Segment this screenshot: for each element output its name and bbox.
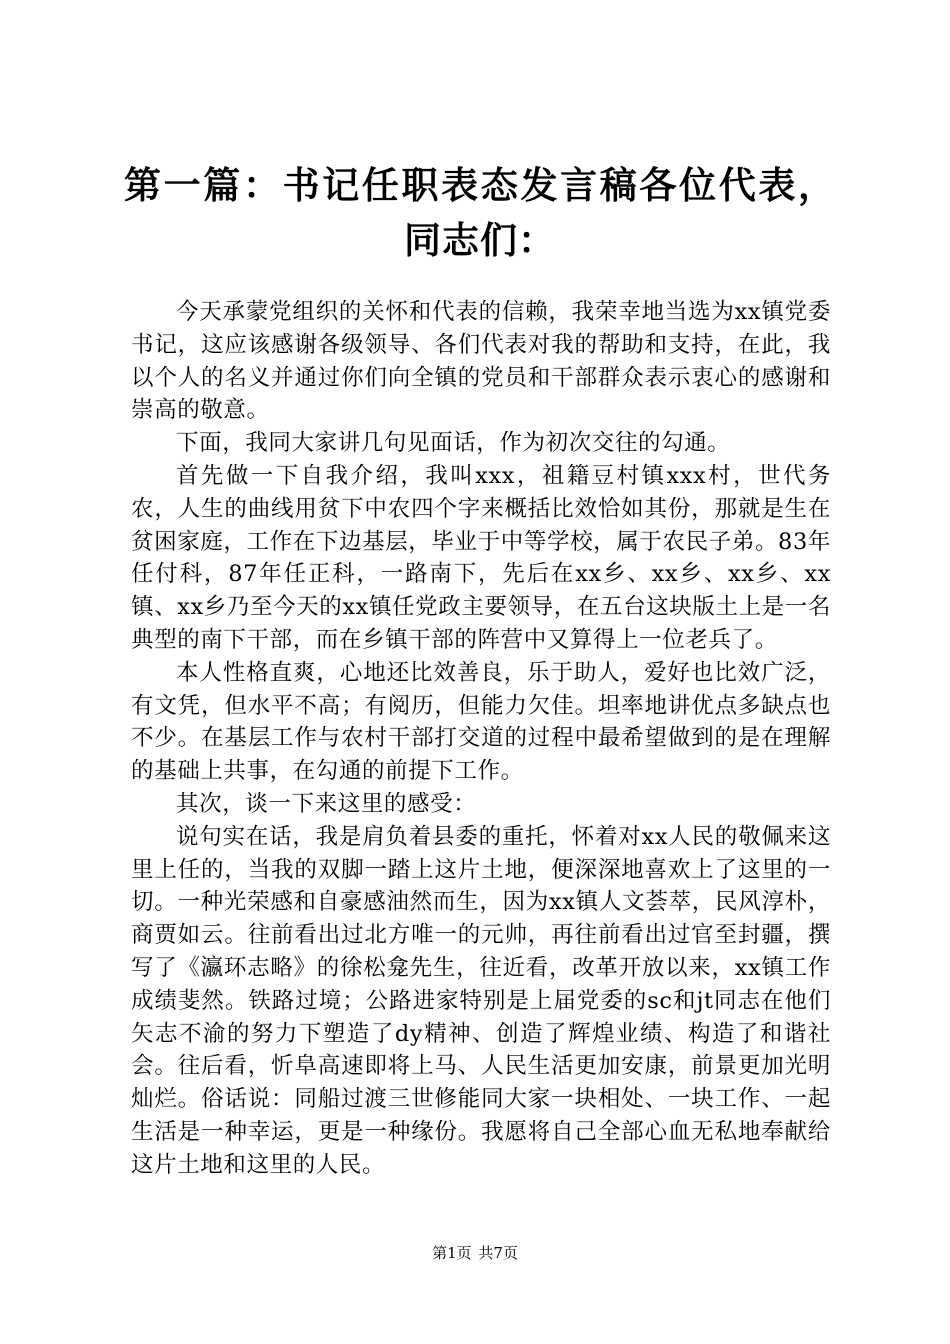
page-total: 共7页 xyxy=(478,1244,518,1262)
paragraph-self-introduction: 首先做一下自我介绍，我叫xxx，祖籍豆村镇xxx村，世代务农，人生的曲线用贫下中农四个字来概括比效恰如其份，那就是生在贫困家庭，工作在下边基层，毕业于中等学校，属于农民子弟。83年任付科，87年任正科，一路南下，先后在xx乡、xx乡、xx乡、xx镇、xx乡乃至今天的xx镇任党政主要领导，在五台这块版土上是一名典型的南下干部，而在乡镇干部的阵营中又算得上一位老兵了。 xyxy=(131,462,831,653)
paragraph-feelings: 说句实在话，我是肩负着县委的重托，怀着对xx人民的敬佩来这里上任的，当我的双脚一踏上这片土地，便深深地喜欢上了这里的一切。一种光荣感和自豪感油然而生，因为xx镇人文荟萃，民风淳朴，商贾如云。往前看出过北方唯一的元帅，再往前看出过官至封疆，撰写了《瀛环志略》的徐松龛先生，往近看，改革开放以来，xx镇工作成绩斐然。铁路过境；公路进家特别是上届党委的sc和jt同志在他们矢志不渝的努力下塑造了dy精神、创造了辉煌业绩、构造了和谐社会。往后看，忻阜高速即将上马、人民生活更加安康，前景更加光明灿烂。俗话说：同船过渡三世修能同大家一块相处、一块工作、一起生活是一种幸运，更是一种缘份。我愿将自己全部心血无私地奉献给这片土地和这里的人民。 xyxy=(131,823,831,1178)
page-number: 第1页 xyxy=(432,1244,472,1262)
paragraph-greeting-thanks: 今天承蒙党组织的关怀和代表的信赖，我荣幸地当选为xx镇党委书记，这应该感谢各级领导、各们代表对我的帮助和支持，在此，我以个人的名义并通过你们向全镇的党员和干部群众表示衷心的感谢和崇高的敬意。 xyxy=(131,299,831,424)
paragraph-second-point: 其次，谈一下来这里的感受： xyxy=(176,790,477,817)
document-title: 第一篇：书记任职表态发言稿各位代表，同志们： xyxy=(124,163,836,262)
page-footer xyxy=(0,1243,950,1263)
document-body xyxy=(131,296,831,1182)
paragraph-personality: 本人性格直爽，心地还比效善良，乐于助人，爱好也比效广泛，有文凭，但水平不高；有阅历，但能力欠佳。坦率地讲优点多缺点也不少。在基层工作与农村干部打交道的过程中最希望做到的是在理解的基础上共事，在勾通的前提下工作。 xyxy=(131,659,831,785)
paragraph-intro: 下面，我同大家讲几句见面话，作为初次交往的勾通。 xyxy=(176,430,731,457)
